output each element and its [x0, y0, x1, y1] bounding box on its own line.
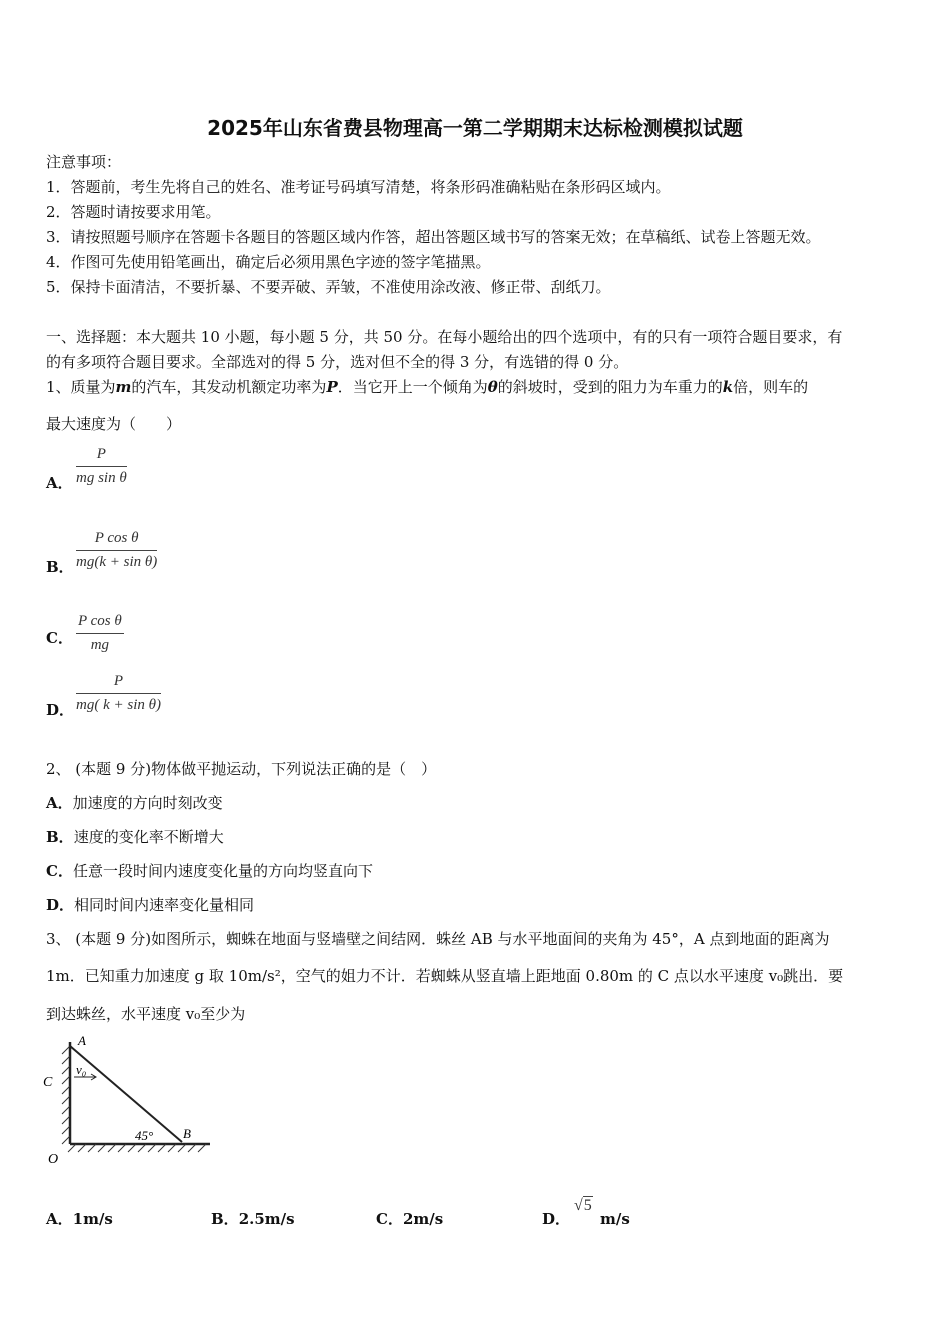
section-instructions-line2: 的有多项符合题目要求。全部选对的得 5 分，选对但不全的得 3 分，有选错的得 0 分。 — [46, 353, 629, 371]
q3-option-b: B．2.5m/s — [211, 1210, 295, 1228]
q1-option-a-fraction: P mg sin θ — [76, 446, 127, 486]
q3-option-d-unit: m/s — [600, 1210, 630, 1228]
notice-heading: 注意事项： — [46, 153, 122, 171]
q3-option-d-radical: √5 — [574, 1197, 592, 1214]
q1-stem-line1: 1、质量为m的汽车，其发动机额定功率为P．当它开上一个倾角为θ的斜坡时，受到的阻力为车重力的k倍，则车的 — [46, 378, 809, 396]
q1-option-c-label: C． — [46, 629, 73, 647]
label-b: B — [183, 1126, 191, 1141]
q3-option-a: A．1m/s — [46, 1210, 113, 1228]
q2-option-c: C．任意一段时间内速度变化量的方向均竖直向下 — [46, 862, 373, 880]
q3-stem-line2: 1m．已知重力加速度 g 取 10m/s²，空气的姐力不计．若蜘蛛从竖直墙上距地面 0.80m 的 C 点以水平速度 v₀跳出．要 — [46, 967, 844, 985]
label-a: A — [78, 1033, 86, 1048]
q2-option-b: B．速度的变化率不断增大 — [46, 828, 224, 846]
label-angle: 45° — [135, 1128, 154, 1143]
q1-option-b-label: B． — [46, 558, 74, 576]
spider-web-diagram — [40, 1030, 220, 1170]
notice-item-3: 3．请按照题号顺序在答题卡各题目的答题区域内作答，超出答题区域书写的答案无效；在草稿纸、试卷上答题无效。 — [46, 228, 821, 246]
q2-option-d: D．相同时间内速率变化量相同 — [46, 896, 255, 914]
notice-item-1: 1．答题前，考生先将自己的姓名、准考证号码填写清楚，将条形码准确粘贴在条形码区域内。 — [46, 178, 671, 196]
q2-stem: 2、 (本题 9 分)物体做平抛运动，下列说法正确的是（ ） — [46, 760, 437, 778]
q1-option-a-label: A． — [46, 474, 73, 492]
q1-option-b-fraction: P cos θ mg(k + sin θ) — [76, 530, 158, 570]
q1-stem-line2: 最大速度为（ ） — [46, 415, 182, 433]
q1-option-c-fraction: P cos θ mg — [78, 613, 122, 653]
label-c: C — [43, 1075, 53, 1090]
notice-item-4: 4．作图可先使用铅笔画出，确定后必须用黑色字迹的签字笔描黑。 — [46, 253, 491, 271]
q3-stem-line1: 3、 (本题 9 分)如图所示，蜘蛛在地面与竖墙壁之间结网．蛛丝 AB 与水平地面间的夹角为 45°，A 点到地面的距离为 — [46, 930, 830, 948]
q1-option-d-fraction: P mg( k + sin θ) — [76, 673, 161, 713]
q3-option-c: C．2m/s — [376, 1210, 444, 1228]
thread-ab — [70, 1046, 182, 1142]
q2-option-a: A．加速度的方向时刻改变 — [46, 794, 223, 812]
q3-stem-line3: 到达蛛丝，水平速度 v₀至少为 — [46, 1005, 246, 1023]
notice-item-2: 2．答题时请按要求用笔。 — [46, 203, 221, 221]
label-v0: v₀ — [76, 1062, 87, 1077]
page-title: 2025年山东省费县物理高一第二学期期末达标检测模拟试题 — [207, 116, 743, 140]
label-o: O — [48, 1152, 59, 1167]
section-instructions-line1: 一、选择题：本大题共 10 小题，每小题 5 分，共 50 分。在每小题给出的四个选项中，有的只有一项符合题目要求，有 — [46, 328, 843, 346]
q1-option-d-label: D． — [46, 701, 75, 719]
notice-item-5: 5．保持卡面清洁，不要折暴、不要弄破、弄皱，不准使用涂改液、修正带、刮纸刀。 — [46, 278, 611, 296]
q3-option-d-label: D． — [542, 1210, 571, 1228]
